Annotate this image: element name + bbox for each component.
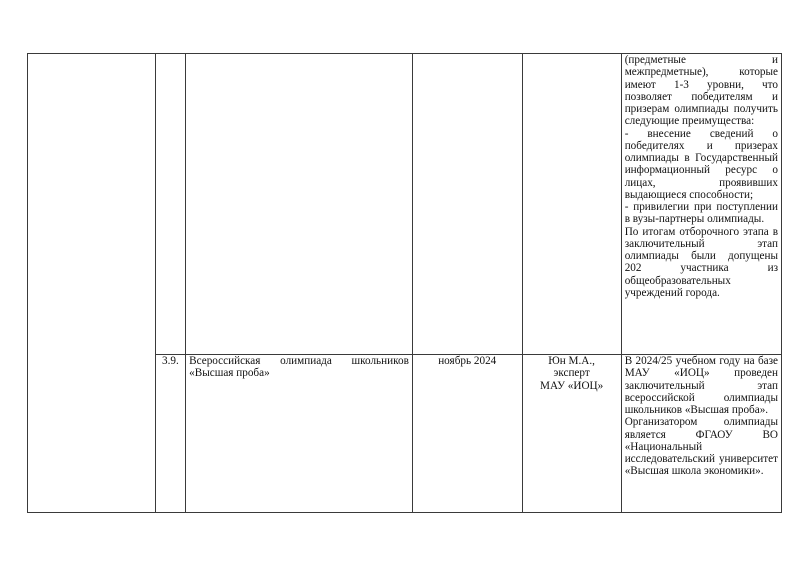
events-table	[27, 53, 782, 513]
table-row-continued	[28, 54, 782, 355]
row-number: 3.9.	[155, 355, 186, 513]
event-cell-empty	[186, 54, 413, 355]
number-cell-empty	[155, 54, 186, 355]
result-paragraph: - привилегии при поступлении в вузы-партнеры олимпиады.	[624, 201, 778, 226]
result-cell-continued	[621, 54, 781, 355]
responsible-cell-empty	[522, 54, 621, 355]
responsible-org: МАУ «ИОЦ»	[540, 379, 604, 392]
result-paragraph: (предметные и межпредметные), которые имеют 1-3 уровни, что позволяет победителям и призерам олимпиады получить следующие преимущества:	[624, 54, 778, 128]
responsible-role: эксперт	[553, 367, 590, 380]
responsible-name: Юн М.А.,	[548, 355, 595, 367]
event-name: Всероссийская олимпиада школьников «Высшая проба»	[186, 355, 413, 513]
result-cell	[621, 355, 781, 513]
responsible-cell	[522, 355, 621, 513]
result-paragraph: В 2024/25 учебном году на базе МАУ «ИОЦ» проведен заключительный этап всероссийской олимпиады школьников «Высшая проба».	[624, 355, 778, 416]
section-cell	[28, 54, 156, 513]
result-paragraph: Организатором олимпиады является ФГАОУ ВО «Национальный исследовательский университет «Высшая школа экономики».	[624, 416, 778, 478]
date-cell-empty	[412, 54, 522, 355]
result-paragraph: По итогам отборочного этапа в заключительный этап олимпиады были допущены 202 участника из общеобразовательных учреждений города.	[624, 225, 778, 299]
event-date: ноябрь 2024	[412, 355, 522, 513]
result-paragraph: - внесение сведений о победителях и призерах олимпиады в Государственный информационный ресурс о лицах, проявивших выдающиеся способности;	[624, 127, 778, 201]
